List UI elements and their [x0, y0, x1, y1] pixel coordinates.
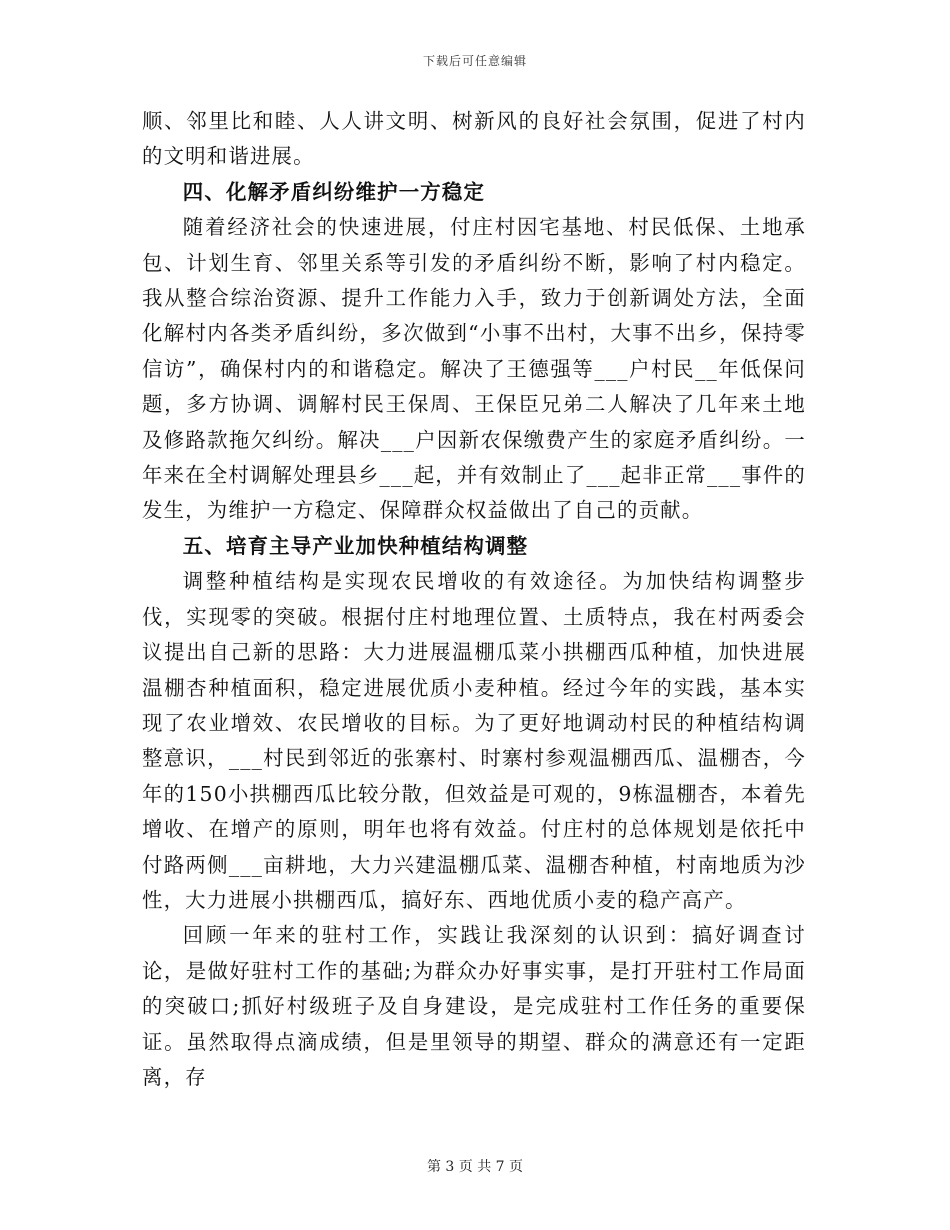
- paragraph-planting-structure: 调整种植结构是实现农民增收的有效途径。为加快结构调整步伐，实现零的突破。根据付庄村地理位置、土质特点，我在村两委会议提出自己新的思路：大力进展温棚瓜菜小拱棚西瓜种植，加快进展温棚杏种植面积，稳定进展优质小麦种植。经过今年的实践，基本实现了农业增效、农民增收的目标。为了更好地调动村民的种植结构调整意识，___村民到邻近的张寨村、时寨村参观温棚西瓜、温棚杏，今年的150小拱棚西瓜比较分散，但效益是可观的，9栋温棚杏，本着先增收、在增产的原则，明年也将有效益。付庄村的总体规划是依托中付路两侧___亩耕地，大力兴建温棚瓜菜、温棚杏种植，村南地质为沙性，大力进展小拱棚西瓜，搞好东、西地优质小麦的稳产高产。: [142, 569, 806, 912]
- section-heading-5: 五、培育主导产业加快种植结构调整: [182, 533, 529, 558]
- paragraph-dispute-resolution: 随着经济社会的快速进展，付庄村因宅基地、村民低保、土地承包、计划生育、邻里关系等引发的矛盾纠纷不断，影响了村内稳定。我从整合综治资源、提升工作能力入手，致力于创新调处方法，全面化解村内各类矛盾纠纷，多次做到“小事不出村，大事不出乡，保持零信访”，确保村内的和谐稳定。解决了王德强等___户村民__年低保问题，多方协调、调解村民王保周、王保臣兄弟二人解决了几年来土地及修路款拖欠纠纷。解决___户因新农保缴费产生的家庭矛盾纠纷。一年来在全村调解处理县乡___起，并有效制止了___起非正常___事件的发生，为维护一方稳定、保障群众权益做出了自己的贡献。: [142, 215, 806, 523]
- page-number-footer: 第 3 页 共 7 页: [426, 1159, 524, 1175]
- section-heading-4: 四、化解矛盾纠纷维护一方稳定: [182, 179, 486, 204]
- document-body: [142, 104, 806, 1095]
- paragraph-review: 回顾一年来的驻村工作，实践让我深刻的认识到：搞好调查讨论，是做好驻村工作的基础;为群众办好事实事，是打开驻村工作局面的突破口;抓好村级班子及自身建设，是完成驻村工作任务的重要保证。虽然取得点滴成绩，但是里领导的期望、群众的满意还有一定距离，存: [142, 923, 806, 1089]
- page-header: 下载后可任意编辑: [422, 54, 527, 68]
- paragraph-continuation: 顺、邻里比和睦、人人讲文明、树新风的良好社会氛围，促进了村内的文明和谐进展。: [142, 109, 806, 169]
